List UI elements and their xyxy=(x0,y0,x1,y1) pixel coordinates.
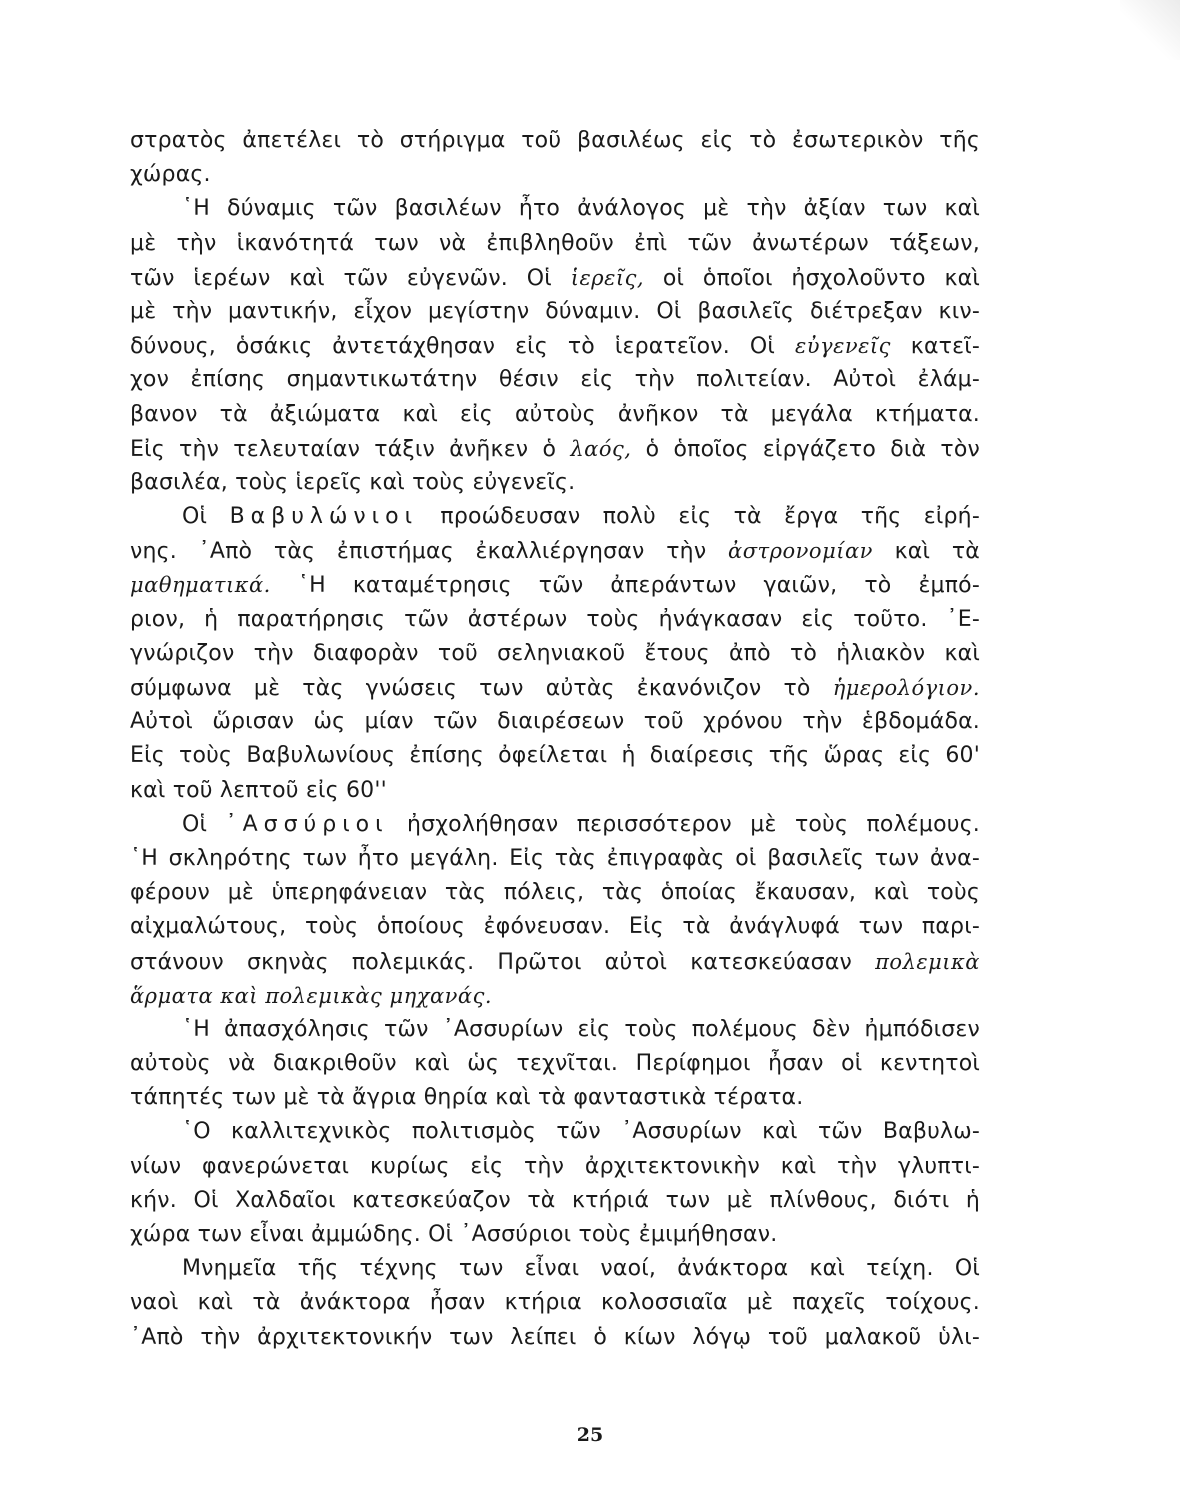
italic-term: πολεμικὰ xyxy=(875,949,980,974)
text-span: τῶν ἱερέων καὶ τῶν εὐγενῶν. Οἱ xyxy=(130,265,552,291)
text-line: καὶ τοῦ λεπτοῦ εἰς 60'' xyxy=(130,777,387,803)
text-span: δύνους, ὁσάκις ἀντετάχθησαν εἰς τὸ ἱερατεῖον. Οἱ xyxy=(130,334,776,360)
text-line: ῾Ο καλλιτεχνικὸς πολιτισμὸς τῶν ᾿Ασσυρίων καὶ τῶν Βαβυλω- xyxy=(182,1119,980,1145)
text-line: Εἰς τοὺς Βαβυλωνίους ἐπίσης ὀφείλεται ἡ διαίρεσις τῆς ὥρας εἰς 60' xyxy=(130,743,980,769)
text-span: καὶ τὰ xyxy=(894,539,980,565)
text-line: κήν. Οἱ Χαλδαῖοι κατεσκεύαζον τὰ κτήριά των μὲ πλίνθους, διότι ἡ xyxy=(130,1187,980,1213)
text-line: ᾿Απὸ τὴν ἀρχιτεκτονικήν των λείπει ὁ κίων λόγῳ τοῦ μαλακοῦ ὑλι- xyxy=(130,1324,980,1350)
text-line: μὲ τὴν μαντικήν, εἶχον μεγίστην δύναμιν. Οἱ βασιλεῖς διέτρεξαν κιν- xyxy=(130,298,980,324)
spaced-term: Βαβυλώνιοι xyxy=(229,504,419,530)
text-line: βανον τὰ ἀξιώματα καὶ εἰς αὐτοὺς ἀνῆκον τὰ μεγάλα κτήματα. xyxy=(130,401,980,427)
text-span: κατεῖ- xyxy=(910,334,980,360)
text-span: ἠσχολήθησαν περισσότερον μὲ τοὺς πολέμους. xyxy=(406,811,980,837)
text-line xyxy=(130,945,980,979)
text-line: νίων φανερώνεται κυρίως εἰς τὴν ἀρχιτεκτονικὴν καὶ τὴν γλυπτι- xyxy=(130,1153,980,1179)
text-line: ῾Η σκληρότης των ἦτο μεγάλη. Εἰς τὰς ἐπιγραφὰς οἱ βασιλεῖς των ἀνα- xyxy=(130,845,980,871)
text-span: στάνουν σκηνὰς πολεμικάς. Πρῶτοι αὐτοὶ κατεσκεύασαν xyxy=(130,949,853,975)
spaced-term: ᾿Ασσύριοι xyxy=(225,811,389,837)
text-line xyxy=(130,568,980,602)
text-span: οἱ ὁποῖοι ἠσχολοῦντο καὶ xyxy=(662,265,980,291)
italic-term: ἡμερολόγιον. xyxy=(832,676,980,700)
text-line xyxy=(130,500,980,534)
text-line xyxy=(130,534,980,568)
italic-term: λαός, xyxy=(570,436,632,461)
text-line xyxy=(130,979,980,1013)
text-span: σύμφωνα μὲ τὰς γνώσεις των αὐτὰς ἐκανόνιζον τὸ xyxy=(130,676,811,701)
page-number: 25 xyxy=(576,1424,604,1446)
text-line: τάπητές των μὲ τὰ ἄγρια θηρία καὶ τὰ φανταστικὰ τέρατα. xyxy=(130,1085,804,1111)
text-line: αὐτοὺς νὰ διακριθοῦν καὶ ὡς τεχνῖται. Περίφημοι ἦσαν οἱ κεντητοὶ xyxy=(130,1051,980,1077)
italic-term: εὐγενεῖς xyxy=(794,334,891,359)
text-line xyxy=(130,261,980,295)
text-line xyxy=(130,808,980,842)
text-line xyxy=(130,671,980,705)
text-line: αἰχμαλώτους, τοὺς ὁποίους ἐφόνευσαν. Εἰς τὰ ἀνάγλυφά των παρι- xyxy=(130,914,980,940)
text-line: Μνημεῖα τῆς τέχνης των εἶναι ναοί, ἀνάκτορα καὶ τείχη. Οἱ xyxy=(182,1256,980,1282)
italic-term: ἱερεῖς, xyxy=(570,265,645,290)
text-line: ῾Η δύναμις τῶν βασιλέων ἦτο ἀνάλογος μὲ τὴν ἀξίαν των καὶ xyxy=(182,196,980,222)
text-span: προώδευσαν πολὺ εἰς τὰ ἔργα τῆς εἰρή- xyxy=(440,504,980,530)
body-text xyxy=(130,124,980,1355)
text-line: ριον, ἡ παρατήρησις τῶν ἀστέρων τοὺς ἠνάγκασαν εἰς τοῦτο. ᾿Ε- xyxy=(130,606,980,632)
text-span: ὁ ὁποῖος εἰργάζετο διὰ τὸν xyxy=(645,436,981,462)
text-line: φέρουν μὲ ὑπερηφάνειαν τὰς πόλεις, τὰς ὁποίας ἔκαυσαν, καὶ τοὺς xyxy=(130,880,980,906)
text-line xyxy=(130,329,980,363)
page-edge-shadow xyxy=(1120,0,1180,60)
text-span: Οἱ xyxy=(182,504,208,530)
text-line: χώρα των εἶναι ἀμμώδης. Οἱ ᾿Ασσύριοι τοὺς ἐμιμήθησαν. xyxy=(130,1222,778,1247)
text-line: χώρας. xyxy=(130,162,211,188)
text-line: μὲ τὴν ἱκανότητά των νὰ ἐπιβληθοῦν ἐπὶ τῶν ἀνωτέρων τάξεων, xyxy=(130,230,980,256)
text-line: ῾Η ἀπασχόλησις τῶν ᾿Ασσυρίων εἰς τοὺς πολέμους δὲν ἠμπόδισεν xyxy=(182,1016,980,1042)
text-span: νης. ᾿Απὸ τὰς ἐπιστήμας ἐκαλλιέργησαν τὴν xyxy=(130,539,707,565)
italic-term: μαθηματικά. xyxy=(130,573,271,598)
text-line: Αὐτοὶ ὥρισαν ὡς μίαν τῶν διαιρέσεων τοῦ χρόνου τὴν ἑβδομάδα. xyxy=(130,709,980,735)
italic-term: ἅρματα καὶ πολεμικὰς μηχανάς. xyxy=(130,983,493,1008)
text-line: ναοὶ καὶ τὰ ἀνάκτορα ἦσαν κτήρια κολοσσιαῖα μὲ παχεῖς τοίχους. xyxy=(130,1290,980,1316)
italic-term: ἀστρονομίαν xyxy=(728,539,873,564)
text-span: ῾Η καταμέτρησις τῶν ἀπεράντων γαιῶν, τὸ ἐμπό- xyxy=(297,573,980,599)
text-line xyxy=(130,432,980,466)
text-span: Οἱ xyxy=(182,811,208,837)
text-line: χον ἐπίσης σημαντικωτάτην θέσιν εἰς τὴν πολιτείαν. Αὐτοὶ ἐλάμ- xyxy=(130,367,980,393)
text-line: στρατὸς ἀπετέλει τὸ στήριγμα τοῦ βασιλέως εἰς τὸ ἐσωτερικὸν τῆς xyxy=(130,128,980,153)
text-line: γνώριζον τὴν διαφορὰν τοῦ σεληνιακοῦ ἔτους ἀπὸ τὸ ἡλιακὸν καὶ xyxy=(130,640,980,666)
text-line: βασιλέα, τοὺς ἱερεῖς καὶ τοὺς εὐγενεῖς. xyxy=(130,469,576,495)
text-span: Εἰς τὴν τελευταίαν τάξιν ἀνῆκεν ὁ xyxy=(130,436,557,462)
